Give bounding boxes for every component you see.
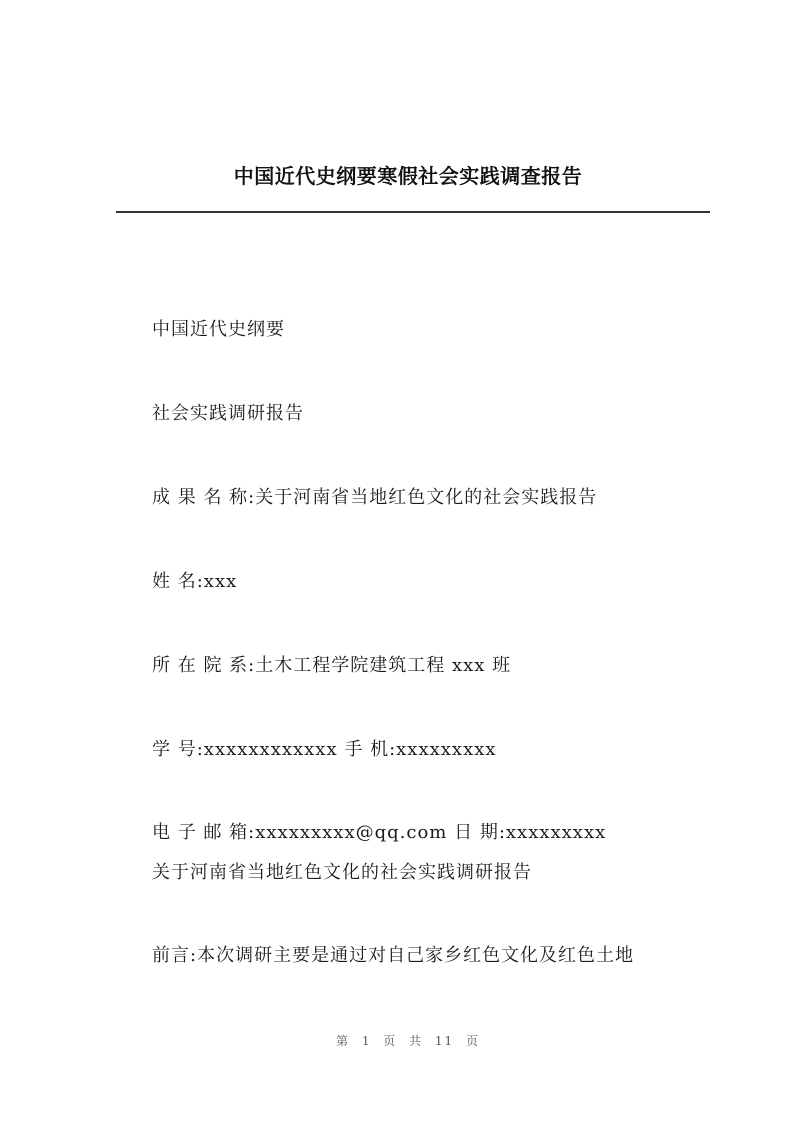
email-value: xxxxxxxxx@qq.com xyxy=(255,822,448,843)
email-date-line xyxy=(152,821,606,845)
name-value: xxx xyxy=(203,571,238,592)
document-title: 中国近代史纲要寒假社会实践调查报告 xyxy=(233,164,583,188)
department-line xyxy=(152,654,511,678)
date-label: 日 期: xyxy=(454,822,506,843)
report-type-line: 社会实践调研报告 xyxy=(152,403,304,424)
department-label: 所 在 院 系: xyxy=(152,655,256,676)
page-number-footer: 第 1 页 共 11 页 xyxy=(336,1034,480,1048)
student-id-value: xxxxxxxxxxxx xyxy=(203,739,338,760)
result-name-line xyxy=(152,486,597,510)
title-underline xyxy=(116,211,710,213)
date-value: xxxxxxxxx xyxy=(505,822,607,843)
student-id-label: 学 号: xyxy=(152,739,204,760)
department-value: 土木工程学院建筑工程 xxx 班 xyxy=(255,655,512,676)
name-line xyxy=(152,570,237,594)
name-label: 姓 名: xyxy=(152,571,204,592)
course-line: 中国近代史纲要 xyxy=(152,319,285,340)
email-label: 电 子 邮 箱: xyxy=(152,822,256,843)
result-name-value: 关于河南省当地红色文化的社会实践报告 xyxy=(255,487,598,508)
phone-value: xxxxxxxxx xyxy=(396,739,497,760)
report-heading-line: 关于河南省当地红色文化的社会实践调研报告 xyxy=(152,862,532,883)
preface-line: 前言:本次调研主要是通过对自己家乡红色文化及红色土地 xyxy=(152,945,635,966)
phone-label: 手 机: xyxy=(344,739,397,760)
result-name-label: 成 果 名 称: xyxy=(152,487,256,508)
student-id-phone-line xyxy=(152,738,497,762)
